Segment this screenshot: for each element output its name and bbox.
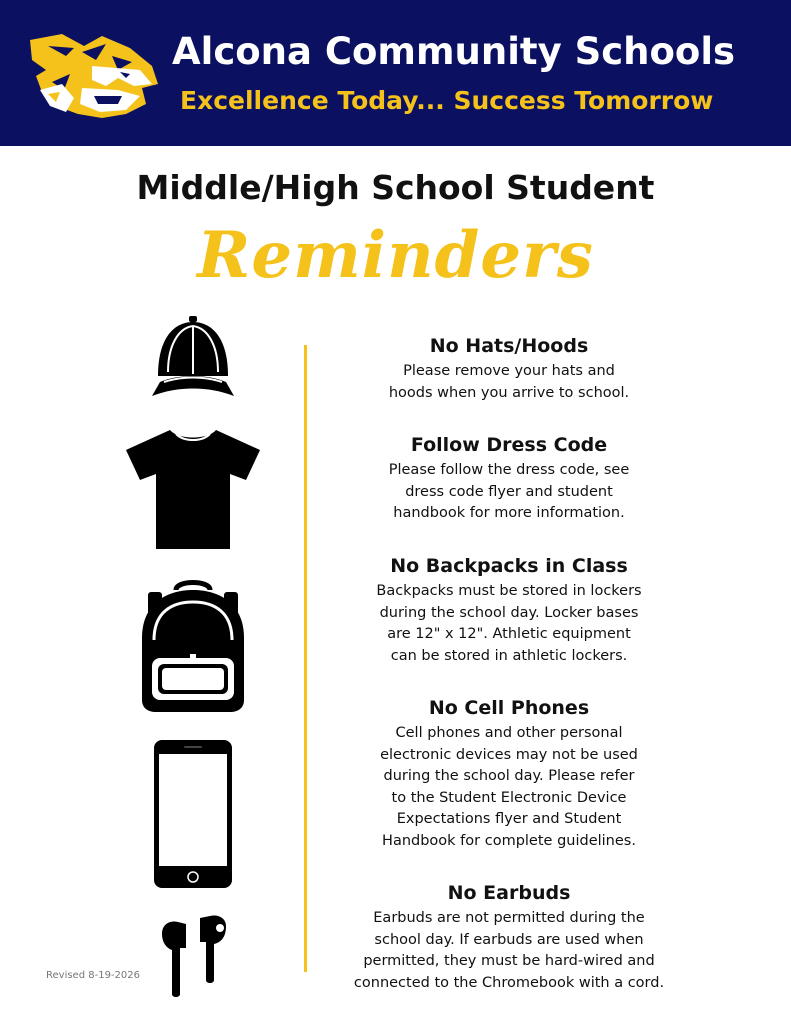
reminder-body	[340, 581, 678, 667]
reminder-line: can be stored in athletic lockers.	[390, 647, 628, 664]
vertical-divider	[304, 345, 307, 972]
backpack-icon	[138, 578, 248, 712]
reminder-no-earbuds	[340, 881, 678, 994]
reminder-line: hoods when you arrive to school.	[388, 384, 630, 401]
reminder-body	[340, 908, 678, 994]
reminder-line: Earbuds are not permitted during the	[373, 910, 645, 926]
reminder-line: during the school day. Locker bases	[379, 604, 639, 621]
reminder-title: No Cell Phones	[428, 697, 590, 719]
reminder-line: handbook for more information.	[393, 505, 625, 521]
reminder-line: connected to the Chromebook with a cord.	[353, 974, 665, 991]
reminder-title: No Backpacks in Class	[390, 555, 628, 577]
reminder-no-cell-phones	[340, 696, 678, 852]
revised-date: Revised 8-19-2026	[46, 970, 140, 981]
school-name: Alcona Community Schools	[172, 30, 736, 73]
reminder-line: are 12" x 12". Athletic equipment	[387, 626, 631, 642]
reminder-line: Please remove your hats and	[403, 363, 615, 379]
reminder-title: No Earbuds	[447, 882, 571, 904]
reminder-body	[340, 361, 678, 404]
header-banner	[0, 0, 791, 146]
reminder-body	[340, 460, 678, 525]
reminder-line: Handbook for complete guidelines.	[382, 832, 636, 849]
reminder-line: Expectations flyer and Student	[396, 811, 622, 827]
reminder-no-hats	[340, 334, 678, 404]
reminder-line: to the Student Electronic Device	[391, 789, 627, 806]
reminder-line: Cell phones and other personal	[395, 725, 623, 741]
reminder-line: Backpacks must be stored in lockers	[376, 583, 642, 599]
t-shirt-icon	[126, 428, 260, 549]
reminder-no-backpacks	[340, 554, 678, 667]
reminder-line: school day. If earbuds are used when	[374, 931, 644, 948]
cell-phone-icon	[154, 740, 232, 888]
reminder-line: during the school day. Please refer	[383, 768, 635, 784]
reminder-title: Follow Dress Code	[410, 434, 608, 456]
reminder-title: No Hats/Hoods	[429, 335, 589, 357]
reminder-line: permitted, they must be hard-wired and	[363, 953, 655, 969]
school-motto: Excellence Today... Success Tomorrow	[180, 86, 714, 115]
document-subtitle: Reminders	[197, 218, 594, 293]
reminder-dress-code	[340, 433, 678, 525]
cap-icon	[148, 316, 238, 400]
reminder-line: dress code flyer and student	[405, 483, 613, 500]
document-title: Middle/High School Student	[136, 168, 655, 207]
earbuds-icon	[158, 914, 230, 998]
reminder-line: electronic devices may not be used	[380, 746, 638, 763]
reminder-body	[340, 723, 678, 852]
reminder-line: Please follow the dress code, see	[388, 462, 630, 478]
tiger-logo-icon	[22, 26, 162, 122]
